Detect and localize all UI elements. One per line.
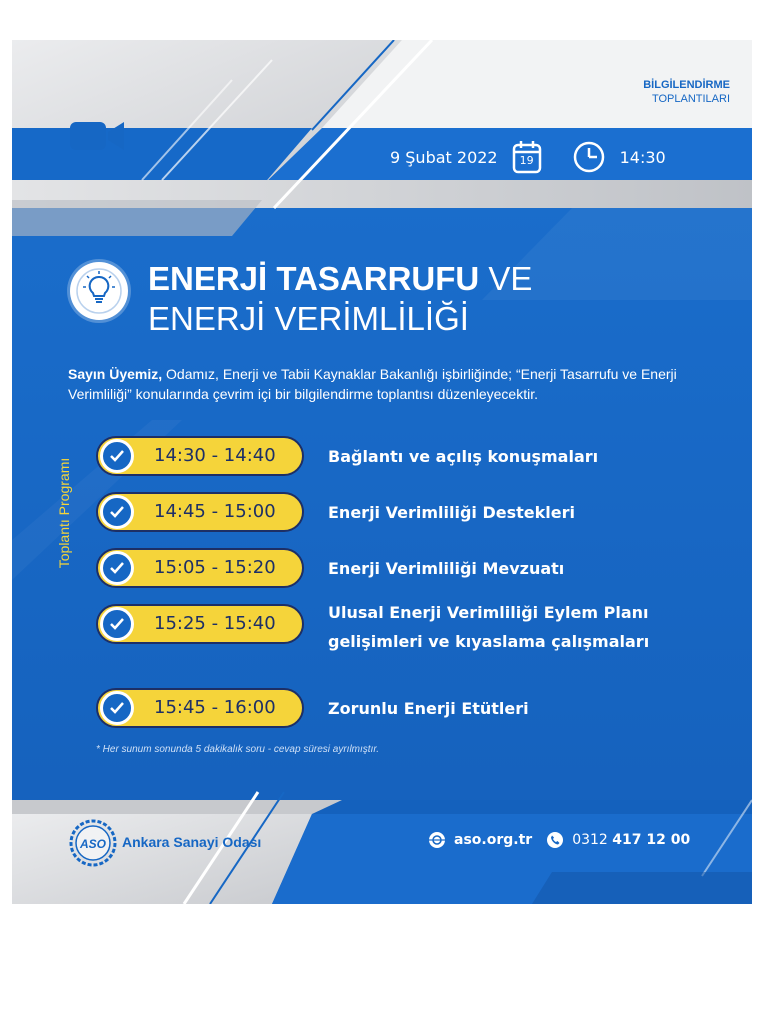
time-pill [96, 436, 304, 476]
intro-paragraph [68, 364, 708, 404]
page-title-line2: ENERJİ VERİMLİLİĞİ [148, 300, 469, 337]
website-link[interactable]: aso.org.tr [454, 832, 533, 848]
intro-lead: Sayın Üyemiz, [68, 366, 163, 382]
agenda-time: 15:05 - 15:20 [154, 557, 276, 578]
organization-name: Ankara Sanayi Odası [122, 834, 262, 850]
page-title-line1 [148, 260, 532, 298]
time-pill [96, 604, 304, 644]
check-icon [100, 439, 134, 473]
time-pill [96, 492, 304, 532]
calendar-day: 19 [519, 154, 534, 167]
phone-icon [546, 831, 564, 849]
meeting-type-label [643, 78, 730, 106]
contact-info [428, 828, 690, 852]
time-pill [96, 548, 304, 588]
agenda-time: 15:25 - 15:40 [154, 613, 276, 634]
agenda-topic: Ulusal Enerji Verimliliği Eylem Planı gelişimleri ve kıyaslama çalışmaları [328, 603, 650, 651]
poster [12, 40, 752, 904]
intro-text: Odamız, Enerji ve Tabii Kaynaklar Bakanlığı işbirliğinde; “Enerji Tasarrufu ve Enerji Verimliliği” konularında çevrim içi bir bilgilendirme toplantısı düzenleyecektir. [68, 366, 677, 402]
footnote: * Her sunum sonunda 5 dakikalık soru - cevap süresi ayrılmıştır. [96, 744, 380, 755]
title-regular: VE [488, 260, 533, 297]
agenda-time: 14:30 - 14:40 [154, 445, 276, 466]
light-bulb-icon [70, 262, 128, 320]
program-label [54, 438, 74, 588]
time-pill [96, 688, 304, 728]
event-date: 9 Şubat 2022 [390, 147, 498, 167]
phone-prefix: 0312 [572, 832, 608, 848]
calendar-icon [512, 139, 542, 175]
agenda-topic: Enerji Verimliliği Destekleri [328, 503, 575, 522]
phone-number[interactable] [572, 832, 690, 848]
check-icon [100, 495, 134, 529]
phone-main: 417 12 00 [612, 832, 691, 848]
agenda-topic: Bağlantı ve açılış konuşmaları [328, 447, 599, 466]
title-bold: ENERJİ TASARRUFU [148, 260, 480, 297]
event-time: 14:30 [619, 147, 666, 167]
check-icon [100, 607, 134, 641]
agenda-time: 14:45 - 15:00 [154, 501, 276, 522]
label-line1: BİLGİLENDİRME [643, 79, 730, 91]
logo-text: ASO [79, 837, 107, 851]
date-time-row [390, 138, 666, 176]
agenda-time: 15:45 - 16:00 [154, 697, 276, 718]
video-camera-icon [70, 120, 126, 152]
check-icon [100, 691, 134, 725]
label-line2: TOPLANTILARI [651, 93, 730, 105]
aso-logo-icon [68, 818, 118, 868]
clock-icon [572, 140, 606, 174]
check-icon [100, 551, 134, 585]
agenda-topic: Enerji Verimliliği Mevzuatı [328, 559, 565, 578]
globe-icon [428, 831, 446, 849]
agenda-topic: Zorunlu Enerji Etütleri [328, 699, 529, 718]
program-label-text: Toplantı Programı [56, 457, 72, 569]
